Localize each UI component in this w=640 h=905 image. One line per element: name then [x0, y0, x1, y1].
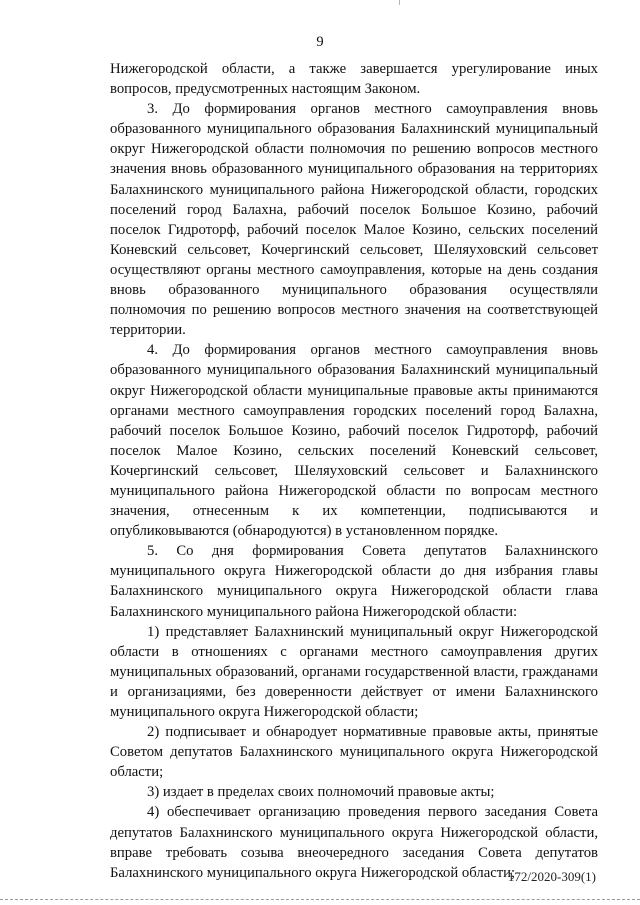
- scan-artifact: [399, 0, 400, 5]
- paragraph-continuation: Нижегородской области, а также завершается урегулирование иных вопросов, предусмотренных настоящим Законом.: [110, 61, 598, 98]
- subitem-2: 2) подписывает и обнародует нормативные правовые акты, принятые Советом депутатов Балахнинского муниципального округа Нижегородской области;: [110, 724, 598, 781]
- subitem-3: 3) издает в пределах своих полномочий правовые акты;: [147, 784, 495, 801]
- bottom-scan-line: [0, 899, 640, 900]
- paragraph-item-4: 4. До формирования органов местного самоуправления вновь образованного муниципального образования Балахнинский муниципальный округ Нижегородской области муниципальные правовые акты принимаются органами местного самоуправления городских поселений город Балахна, рабочий поселок Большое Козино, рабочий поселок Гидроторф, рабочий поселок Малое Козино, сельских поселений Коневский сельсовет, Кочергинский сельсовет, Шеляуховский сельсовет и Балахнинского муниципального района Нижегородской области по вопросам местного значения, отнесенным к их компетенции, подписываются и опубликовываются (обнародуются) в установленном порядке.: [110, 342, 598, 540]
- subitem-1: 1) представляет Балахнинский муниципальный округ Нижегородской области в отношениях с органами местного самоуправления других муниципальных образований, органами государственной власти, гражданами и организациями, без доверенности действует от имени Балахнинского муниципального округа Нижегородской области;: [110, 623, 598, 720]
- subitem-4: 4) обеспечивает организацию проведения первого заседания Совета депутатов Балахнинского муниципального округа Нижегородской области, вправе требовать созыва внеочередного заседания Совета депутатов Балахнинского муниципального округа Нижегородской области;: [110, 804, 598, 881]
- paragraph-item-3: 3. До формирования органов местного самоуправления вновь образованного муниципального образования Балахнинский муниципальный округ Нижегородской области полномочия по решению вопросов местного значения вновь образованного муниципального образования на территориях Балахнинского муниципального района Нижегородской области, городских поселений город Балахна, рабочий поселок Большое Козино, рабочий поселок Гидроторф, рабочий поселок Малое Козино, сельских поселений Коневский сельсовет, Кочергинский сельсовет, Шеляуховский сельсовет осуществляют органы местного самоуправления, которые на день создания вновь образованного муниципального образования осуществляли полномочия по решению вопросов местного значения на соответствующей территории.: [110, 101, 598, 339]
- document-body: [110, 59, 598, 883]
- page-number: 9: [316, 34, 324, 50]
- document-registration-code: 172/2020-309(1): [507, 869, 596, 884]
- paragraph-item-5: 5. Со дня формирования Совета депутатов Балахнинского муниципального округа Нижегородской области до дня избрания главы Балахнинского муниципального округа Нижегородской области глава Балахнинского муниципального района Нижегородской области:: [110, 543, 598, 620]
